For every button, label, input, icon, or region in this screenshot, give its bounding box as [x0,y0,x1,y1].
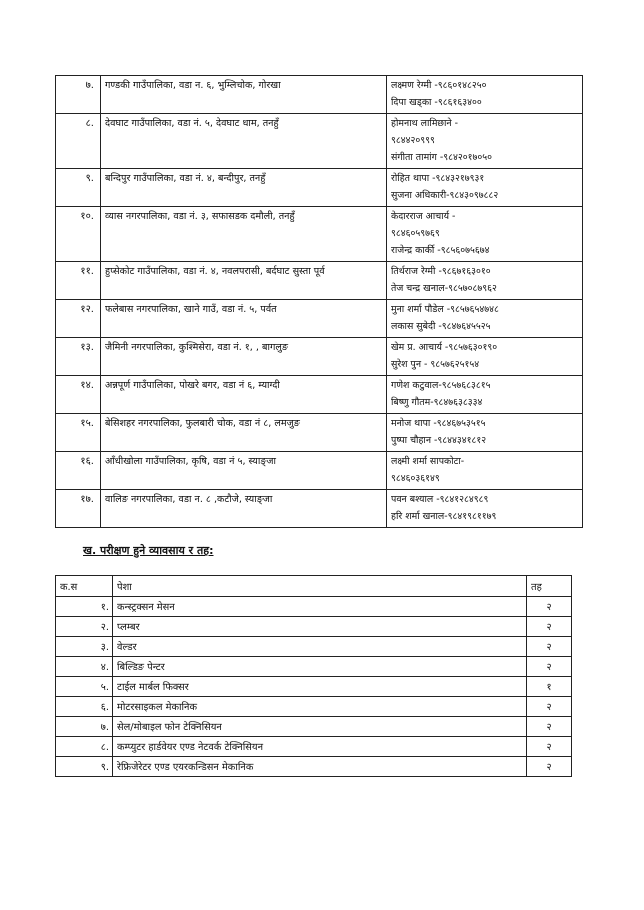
trade-name: कम्प्युटर हार्डवेयर एण्ड नेटवर्क टेक्निसियन [113,737,527,757]
center-number: ९. [56,169,101,207]
center-address: बन्दिपुर गाउँपालिका, वडा नं. ४, बन्दीपुर, तनहुँ [101,169,387,207]
trades-header-row [56,576,572,597]
center-address: वालिङ नगरपालिका, वडा न. ८ ,कटौजे, स्याङ्जा [101,490,387,528]
contact-line: हरि शर्मा खनाल-९८४१९८११७९ [391,511,497,522]
trade-name: कन्स्ट्रक्सन मेसन [113,597,527,617]
center-row [56,76,583,114]
section-title: ख. परीक्षण हुने व्यावसाय र तह: [83,544,214,557]
contact-line: तेज चन्द्र खनाल-९८५७०८७९६२ [391,283,497,294]
center-number: १६. [56,452,101,490]
contact-line: ९८४६०५९७६९ [391,228,440,239]
center-contacts [387,414,583,452]
trade-number: ५. [56,677,113,697]
trade-name: रेफ्रिजेरेटर एण्ड एयरकन्डिसन मेकानिक [113,757,527,777]
center-row [56,376,583,414]
contact-line: बिष्णु गौतम-९८४७६३८३३४ [391,397,483,408]
center-number: १७. [56,490,101,528]
contact-line: दिपा खड्का -९८६१६३४०० [391,97,482,108]
center-row [56,452,583,490]
center-contacts [387,262,583,300]
header-occupation: पेशा [113,576,527,597]
center-address: अन्नपूर्ण गाउँपालिका, पोखरे बगर, वडा नं ६, म्याग्दी [101,376,387,414]
contact-line: होमनाथ लामिछाने - [391,118,458,129]
contact-line: ९८४६०३६१४९ [391,473,440,484]
trade-row [56,597,572,617]
contact-line: पुष्पा चौहान -९८४४३४१८१२ [391,435,487,446]
center-row [56,169,583,207]
header-serial: क.स [56,576,113,597]
contact-line: सुजना अधिकारी-९८४३०९७८८२ [391,190,499,201]
trade-level: २ [527,617,572,637]
center-contacts [387,490,583,528]
contact-line: राजेन्द्र कार्की -९८५६०७५६७४ [391,245,490,256]
trade-number: ९. [56,757,113,777]
trade-level: २ [527,717,572,737]
center-number: ७. [56,76,101,114]
center-number: १४. [56,376,101,414]
center-number: ११. [56,262,101,300]
center-contacts [387,338,583,376]
center-address: व्यास नगरपालिका, वडा नं. ३, सफासडक दमौली, तनहुँ [101,207,387,262]
trade-name: मोटरसाइकल मेकानिक [113,697,527,717]
trade-name: सेल/मोबाइल फोन टेक्निसियन [113,717,527,737]
contact-line: गणेश कटुवाल-९८५७६८३८१५ [391,380,491,391]
center-row [56,414,583,452]
trade-level: २ [527,757,572,777]
center-contacts [387,452,583,490]
trade-number: ६. [56,697,113,717]
center-contacts [387,76,583,114]
trades-table [55,575,572,777]
trade-level: २ [527,597,572,617]
trade-level: १ [527,677,572,697]
contact-line: सुरेश पुन - ९८५७६२५१५४ [391,359,480,370]
center-address: आँधीखोला गाउँपालिका, कृषि, वडा नं ५, स्याङ्जा [101,452,387,490]
trade-number: ३. [56,637,113,657]
trade-row [56,617,572,637]
center-row [56,300,583,338]
contact-line: लकास सुबेदी -९८४७६४५५२५ [391,321,491,332]
trade-level: २ [527,637,572,657]
testing-centers-table [55,75,583,528]
center-number: ८. [56,114,101,169]
center-address: बेसिशहर नगरपालिका, फुलबारी चोक, वडा नं ८, लमजुङ [101,414,387,452]
trade-name: वेल्डर [113,637,527,657]
center-contacts [387,169,583,207]
trade-row [56,677,572,697]
contact-line: ९८४४२०९९९ [391,135,435,146]
center-row [56,338,583,376]
header-level: तह [527,576,572,597]
center-address: गण्डकी गाउँपालिका, वडा न. ६, भुम्लिचोक, गोरखा [101,76,387,114]
trade-name: टाईल मार्बल फिक्सर [113,677,527,697]
trade-name: प्लम्बर [113,617,527,637]
trade-number: ७. [56,717,113,737]
trade-row [56,737,572,757]
center-contacts [387,207,583,262]
center-row [56,114,583,169]
contact-line: तिर्थराज रेग्मी -९८६७१६३०१० [391,266,491,277]
contact-line: पवन बश्याल -९८४१२८४९८९ [391,494,489,505]
trade-name: बिल्डिङ पेन्टर [113,657,527,677]
contact-line: खेम प्र. आचार्य -९८५७६३०१९० [391,342,498,353]
trade-level: २ [527,657,572,677]
center-number: १०. [56,207,101,262]
trade-level: २ [527,697,572,717]
contact-line: रोहित थापा -९८४३२१७९३१ [391,173,485,184]
contact-line: मनोज थापा -९८४६७५३५१५ [391,418,486,429]
center-number: १५. [56,414,101,452]
contact-line: लक्ष्मी शर्मा सापकोटा- [391,456,465,467]
center-address: देवघाट गाउँपालिका, वडा नं. ५, देवघाट धाम, तनहुँ [101,114,387,169]
trades-body [56,597,572,777]
center-address: जैमिनी नगरपालिका, कुश्मिसेरा, वडा नं. १, , बागलुङ [101,338,387,376]
center-row [56,262,583,300]
trade-row [56,717,572,737]
contact-line: मुना शर्मा पौडेल -९८५७६५४७४८ [391,304,499,315]
center-number: १३. [56,338,101,376]
center-row [56,490,583,528]
trade-number: ८. [56,737,113,757]
center-number: १२. [56,300,101,338]
trade-row [56,657,572,677]
center-contacts [387,114,583,169]
contact-line: संगीता तामांग -९८४२०१७०५० [391,152,492,163]
contact-line: लक्ष्मण रेग्मी -९८६०१४८२५० [391,80,487,91]
center-contacts [387,376,583,414]
contact-line: केदारराज आचार्य - [391,211,456,222]
center-address: हुप्सेकोट गाउँपालिका, वडा नं. ४, नवलपरासी, बर्दघाट सुस्ता पूर्व [101,262,387,300]
trade-number: ४. [56,657,113,677]
center-address: फलेबास नगरपालिका, खाने गाउँ, वडा नं. ५, पर्वत [101,300,387,338]
center-row [56,207,583,262]
trade-row [56,757,572,777]
trade-row [56,697,572,717]
testing-centers-body [56,76,583,528]
trade-number: १. [56,597,113,617]
trade-row [56,637,572,657]
center-contacts [387,300,583,338]
trade-level: २ [527,737,572,757]
trade-number: २. [56,617,113,637]
